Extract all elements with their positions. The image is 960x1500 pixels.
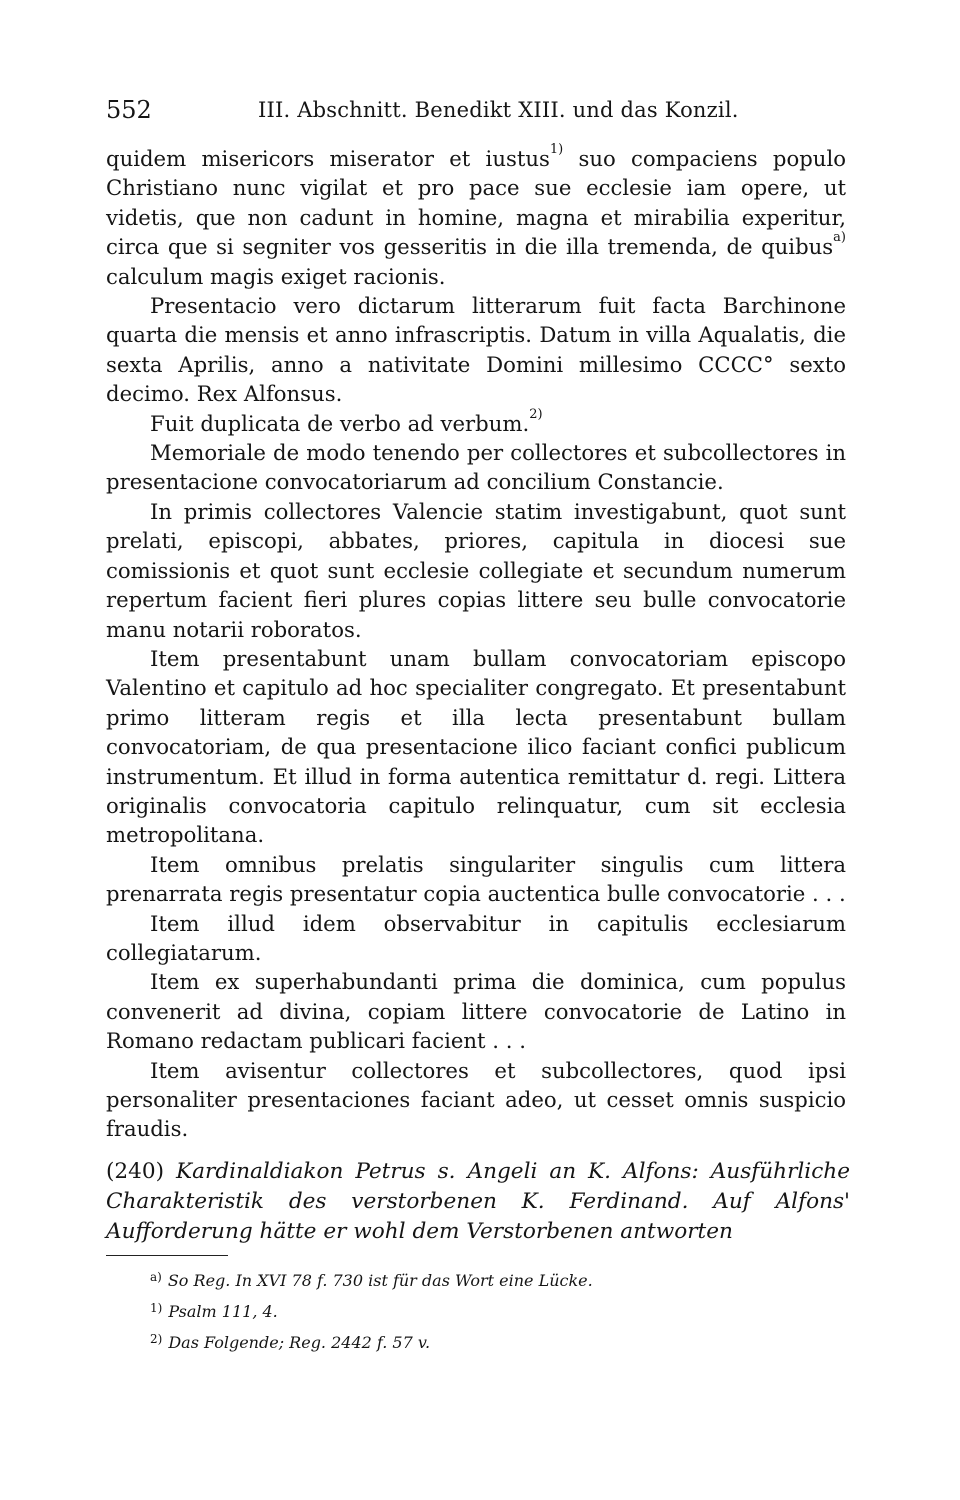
footnote-ref-a: a)	[833, 230, 846, 246]
document-entry	[106, 1157, 850, 1247]
footnote-a	[150, 1266, 750, 1297]
footnote-text: Das Folgende; Reg. 2442 f. 57 v.	[168, 1333, 431, 1352]
paragraph-6: Item presentabunt unam bullam convocatoriam episcopo Valentino et capitulo ad hoc specialiter congregato. Et presentabunt primo litteram regis et illa lecta presentabunt bullam convocatoriam, de qua presentacione ilico faciant confici publicum instrumentum. Et illud in forma autentica remittatur d. regi. Littera originalis convocatoria capitulo relinquatur, cum sit ecclesia metropolitana.	[106, 645, 846, 848]
entry-title: Kardinaldiakon Petrus s. Angeli an K. Alfons: Ausführliche Charakteristik des verstorbenen K. Ferdinand. Auf Alfons' Aufforderung hätte er wohl dem Verstorbenen antworten	[106, 1159, 850, 1244]
paragraph-5: In primis collectores Valencie statim investigabunt, quot sunt prelati, episcopi, abbates, priores, capitula in diocesi sue comissionis et quot sunt ecclesie collegiate et secundum numerum repertum facient fieri plures copias littere seu bulle convocatorie manu notarii roboratos.	[106, 498, 846, 642]
paragraph-1-part-2: suo compaciens populo Christiano nunc vigilat et pro pace sue ecclesie iam opere, ut videtis, que non cadunt in homine, magna et mirabilia experitur, circa que si segniter vos gesseritis in die illa tremenda, de quibus	[106, 146, 846, 260]
page-header	[106, 93, 866, 127]
paragraph-4: Memoriale de modo tenendo per collectores et subcollectores in presentacione convocatoriarum ad concilium Constancie.	[106, 440, 846, 495]
paragraph-9: Item ex superhabundanti prima die dominica, cum populus convenerit ad divina, copiam littere convocatorie de Latino in Romano redactam publicari facient . . .	[106, 969, 846, 1054]
paragraph-3	[106, 406, 846, 438]
footnote-2	[150, 1328, 750, 1359]
paragraph-2: Presentacio vero dictarum litterarum fuit facta Barchinone quarta die mensis et anno infrascriptis. Datum in villa Aqualatis, die sexta Aprilis, anno a nativitate Domini millesimo CCCC° sexto decimo. Rex Alfonsus.	[106, 293, 846, 407]
footnotes	[150, 1266, 750, 1359]
footnote-marker: a)	[150, 1270, 162, 1284]
page-number: 552	[106, 96, 152, 124]
footnote-marker: 1)	[150, 1301, 163, 1315]
paragraph-3-text: Fuit duplicata de verbo ad verbum.	[150, 410, 530, 436]
footnote-text: So Reg. In XVI 78 f. 730 ist für das Wort eine Lücke.	[167, 1271, 593, 1290]
entry-number: (240)	[106, 1159, 165, 1184]
footnote-1	[150, 1297, 750, 1328]
paragraph-1	[106, 141, 846, 291]
paragraph-1-part-1: quidem misericors miserator et iustus	[106, 146, 550, 171]
paragraph-7: Item omnibus prelatis singulariter singulis cum littera prenarrata regis presentatur copia auctentica bulle convocatorie . . .	[106, 851, 846, 907]
footnote-ref-1: 1)	[549, 141, 564, 157]
footnote-marker: 2)	[150, 1332, 163, 1346]
running-head: III. Abschnitt. Benedikt XIII. und das Konzil.	[258, 98, 739, 122]
footnote-ref-2: 2)	[529, 406, 543, 422]
footnote-divider	[106, 1255, 228, 1256]
paragraph-8: Item illud idem observabitur in capitulis ecclesiarum collegiatarum.	[106, 910, 846, 965]
paragraph-10: Item avisentur collectores et subcollectores, quod ipsi personaliter presentaciones faciant adeo, ut cesset omnis suspicio fraudis.	[106, 1057, 846, 1142]
footnote-text: Psalm 111, 4.	[168, 1302, 278, 1321]
main-text	[106, 141, 846, 1144]
paragraph-1-part-3: calculum magis exiget racionis.	[106, 263, 446, 289]
